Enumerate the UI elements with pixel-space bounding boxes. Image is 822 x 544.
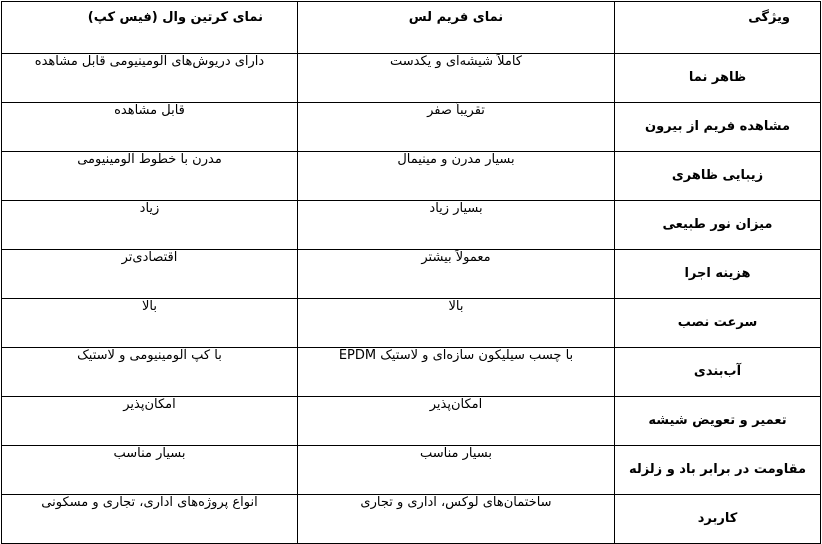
table-row [2,299,821,348]
feature-cell: تعمیر و تعویض شیشه [615,397,821,446]
table-row [2,495,821,544]
feature-cell: سرعت نصب [615,299,821,348]
header-frameless: نمای فریم لس [298,2,615,54]
table-header-row [2,2,821,54]
table-row [2,103,821,152]
curtain-wall-cell: بسیار مناسب [2,446,298,495]
header-curtain-wall: نمای کرتین وال (فیس کپ) [2,2,298,54]
frameless-cell: معمولاً بیشتر [298,250,615,299]
table-body [2,54,821,544]
feature-cell: ظاهر نما [615,54,821,103]
feature-cell: مشاهده فریم از بیرون [615,103,821,152]
curtain-wall-cell: زیاد [2,201,298,250]
frameless-cell: بسیار مدرن و مینیمال [298,152,615,201]
table-row [2,348,821,397]
curtain-wall-cell: اقتصادی‌تر [2,250,298,299]
curtain-wall-cell: بالا [2,299,298,348]
frameless-cell: کاملاً شیشه‌ای و یکدست [298,54,615,103]
table-row [2,201,821,250]
frameless-cell: بسیار مناسب [298,446,615,495]
curtain-wall-cell: با کپ آلومینیومی و لاستیک [2,348,298,397]
frameless-cell: امکان‌پذیر [298,397,615,446]
curtain-wall-cell: قابل مشاهده [2,103,298,152]
table-row [2,446,821,495]
feature-cell: میزان نور طبیعی [615,201,821,250]
curtain-wall-cell: انواع پروژه‌های اداری، تجاری و مسکونی [2,495,298,544]
comparison-table [1,1,821,544]
feature-cell: آب‌بندی [615,348,821,397]
table-row [2,152,821,201]
header-feature: ویژگی [615,2,821,54]
table-row [2,397,821,446]
feature-cell: کاربرد [615,495,821,544]
feature-cell: زیبایی ظاهری [615,152,821,201]
table-row [2,54,821,103]
curtain-wall-cell: دارای دریوش‌های آلومینیومی قابل مشاهده [2,54,298,103]
frameless-cell: تقریباً صفر [298,103,615,152]
feature-cell: هزینه اجرا [615,250,821,299]
feature-cell: مقاومت در برابر باد و زلزله [615,446,821,495]
table-row [2,250,821,299]
curtain-wall-cell: مدرن با خطوط آلومینیومی [2,152,298,201]
frameless-cell: بالا [298,299,615,348]
curtain-wall-cell: امکان‌پذیر [2,397,298,446]
frameless-cell: با چسب سیلیکون سازه‌ای و لاستیک EPDM [298,348,615,397]
frameless-cell: بسیار زیاد [298,201,615,250]
frameless-cell: ساختمان‌های لوکس، اداری و تجاری [298,495,615,544]
